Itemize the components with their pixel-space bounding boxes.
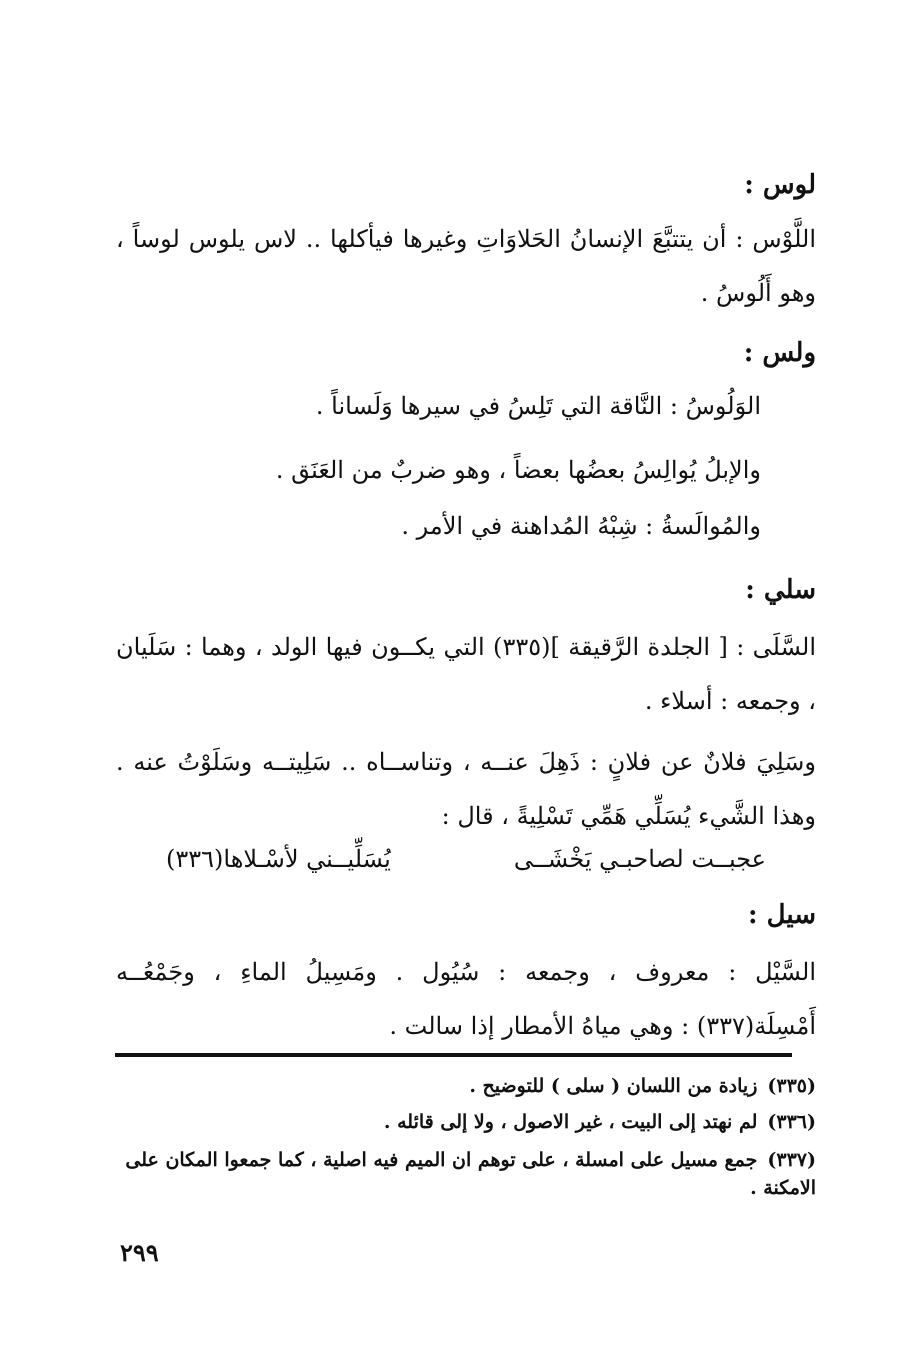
footnote-separator xyxy=(115,1053,792,1057)
footnote-text: لم نهتد إلى البيت ، غير الاصول ، ولا إلى قائله . xyxy=(383,1111,758,1133)
entry-heading-sly: سلي : xyxy=(745,575,816,605)
footnote-335 xyxy=(116,1072,816,1100)
footnote-337 xyxy=(116,1146,816,1202)
footnote-text: جمع مسيل على امسلة ، على توهم ان الميم فيه اصلية ، كما جمعوا المكان على الامكنة . xyxy=(125,1149,816,1199)
footnote-number: (٣٣٧) xyxy=(767,1149,816,1171)
page-number: ٢٩٩ xyxy=(120,1238,159,1267)
entry-syl-paragraph: السَّيْل : معروف ، وجمعه : سُيُول . ومَسِيلُ الماءِ ، وجَمْعُــه أَمْسِلَة(٣٣٧) : وهي مياهُ الأمطار إذا سالت . xyxy=(116,958,816,1040)
entry-sly-paragraph-2: وسَلِيَ فلانٌ عن فلانٍ : ذَهِلَ عنــه ، وتناســاه .. سَلِيتــه وسَلَوْتُ عنه . وهذا الشَّيء يُسَلِّي هَمِّي تَسْلِيةً ، قال : xyxy=(116,748,816,830)
poetry-verse xyxy=(166,845,766,873)
entry-wls-line-2: والإبلُ يُوالِسُ بعضُها بعضاً ، وهو ضربٌ من العَنَق . xyxy=(275,456,761,484)
footnote-number: (٣٣٦) xyxy=(767,1111,816,1133)
footnote-336 xyxy=(116,1108,816,1136)
entry-heading-lws: لوس : xyxy=(744,170,816,200)
footnote-number: (٣٣٥) xyxy=(767,1075,816,1097)
entry-sly-paragraph-1: السَّلَى : [ الجلدة الرَّقيقة ](٣٣٥) التي يكــون فيها الولد ، وهما : سَلَيان ، وجمعه : أسلاء . xyxy=(116,633,816,715)
footnote-text: زيادة من اللسان ( سلى ) للتوضيح . xyxy=(469,1075,758,1097)
entry-wls-line-1: الوَلُوسُ : النَّاقة التي تَلِسُ في سيرها وَلَساناً . xyxy=(315,392,761,420)
verse-first-hemistich: عجبــت لصاحبـي يَخْشَــى xyxy=(513,845,766,873)
entry-wls-line-3: والمُوالَسةُ : شِبْهُ المُداهنة في الأمر . xyxy=(401,512,761,540)
verse-second-hemistich: يُسَلِّيــني لأسْـلاها(٣٣٦) xyxy=(166,845,391,873)
entry-lws-paragraph: اللَّوْس : أن يتتبَّعَ الإنسانُ الحَلاوَاتِ وغيرها فيأكلها .. لاس يلوس لوساً ، وهو أَلُوسُ . xyxy=(116,225,816,307)
entry-heading-syl: سيل : xyxy=(748,900,816,930)
entry-heading-wls: ولس : xyxy=(743,338,816,368)
